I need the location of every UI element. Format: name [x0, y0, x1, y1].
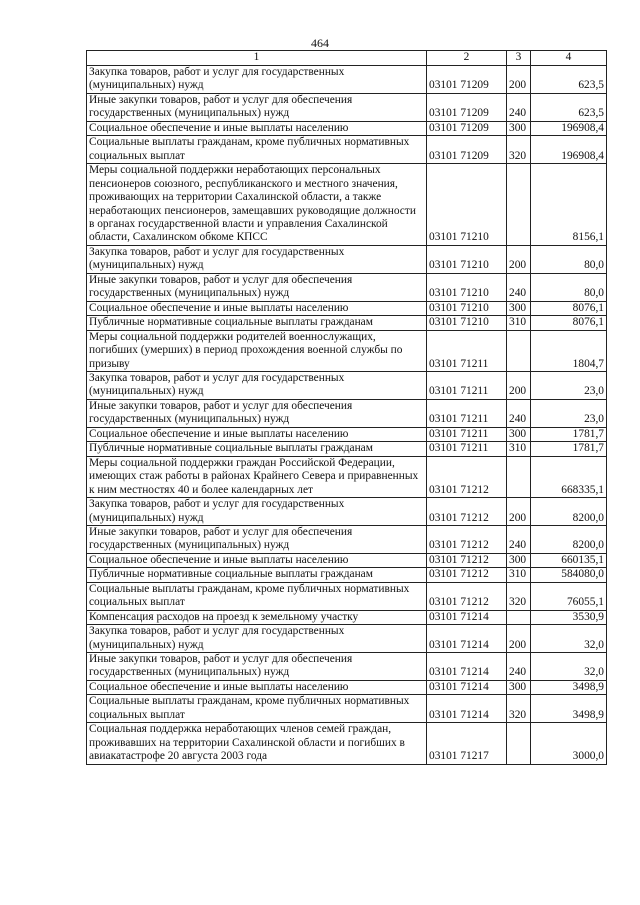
row-amount-cell: 1781,7 [531, 442, 607, 456]
table-row [87, 273, 607, 301]
row-amount-cell: 8076,1 [531, 316, 607, 330]
row-expense-type-cell: 200 [507, 371, 531, 399]
row-expense-type-cell: 320 [507, 695, 531, 723]
row-amount-cell: 8200,0 [531, 525, 607, 553]
row-name-cell: Меры социальной поддержки неработающих персональных пенсионеров союзного, республиканского и местного значения, проживающих на территории Сахалинской области, а также неработающих пенсионеров, замещавших руководящие должности в органах государственной власти и управления Сахалинской области, Сахалинском обкоме КПСС [87, 164, 427, 246]
table-row [87, 427, 607, 441]
table-row [87, 371, 607, 399]
row-expense-type-cell: 240 [507, 653, 531, 681]
row-name-cell: Иные закупки товаров, работ и услуг для обеспечения государственных (муниципальных) нужд [87, 525, 427, 553]
row-name-cell: Закупка товаров, работ и услуг для государственных (муниципальных) нужд [87, 245, 427, 273]
row-amount-cell: 8076,1 [531, 301, 607, 315]
row-code-cell: 03101 71209 [427, 136, 507, 164]
table-row [87, 245, 607, 273]
page-number: 464 [311, 36, 329, 50]
table-row [87, 625, 607, 653]
row-expense-type-cell: 240 [507, 399, 531, 427]
row-expense-type-cell: 300 [507, 680, 531, 694]
row-amount-cell: 76055,1 [531, 582, 607, 610]
table-row [87, 442, 607, 456]
row-amount-cell: 80,0 [531, 273, 607, 301]
table-row [87, 301, 607, 315]
row-code-cell: 03101 71214 [427, 610, 507, 624]
row-code-cell: 03101 71211 [427, 442, 507, 456]
row-amount-cell: 1804,7 [531, 330, 607, 371]
row-amount-cell: 3498,9 [531, 695, 607, 723]
row-amount-cell: 80,0 [531, 245, 607, 273]
table-row [87, 456, 607, 497]
row-amount-cell: 623,5 [531, 66, 607, 94]
table-row [87, 582, 607, 610]
row-amount-cell: 196908,4 [531, 121, 607, 135]
row-name-cell: Закупка товаров, работ и услуг для государственных (муниципальных) нужд [87, 66, 427, 94]
row-expense-type-cell [507, 610, 531, 624]
table-row [87, 610, 607, 624]
row-code-cell: 03101 71211 [427, 371, 507, 399]
row-expense-type-cell: 200 [507, 66, 531, 94]
row-amount-cell: 623,5 [531, 93, 607, 121]
table-row [87, 723, 607, 764]
row-name-cell: Закупка товаров, работ и услуг для государственных (муниципальных) нужд [87, 371, 427, 399]
row-code-cell: 03101 71211 [427, 399, 507, 427]
row-code-cell: 03101 71209 [427, 93, 507, 121]
table-row [87, 121, 607, 135]
row-expense-type-cell [507, 456, 531, 497]
row-amount-cell: 8200,0 [531, 498, 607, 526]
row-name-cell: Социальное обеспечение и иные выплаты населению [87, 680, 427, 694]
row-code-cell: 03101 71212 [427, 456, 507, 497]
row-expense-type-cell: 310 [507, 568, 531, 582]
row-name-cell: Иные закупки товаров, работ и услуг для обеспечения государственных (муниципальных) нужд [87, 93, 427, 121]
table-row [87, 399, 607, 427]
row-expense-type-cell: 300 [507, 553, 531, 567]
row-name-cell: Закупка товаров, работ и услуг для государственных (муниципальных) нужд [87, 498, 427, 526]
table-row [87, 568, 607, 582]
column-header: 2 [427, 51, 507, 66]
row-code-cell: 03101 71210 [427, 164, 507, 246]
row-code-cell: 03101 71210 [427, 245, 507, 273]
row-expense-type-cell [507, 723, 531, 764]
row-name-cell: Закупка товаров, работ и услуг для государственных (муниципальных) нужд [87, 625, 427, 653]
row-expense-type-cell: 240 [507, 93, 531, 121]
row-code-cell: 03101 71210 [427, 301, 507, 315]
table-row [87, 653, 607, 681]
row-name-cell: Публичные нормативные социальные выплаты гражданам [87, 442, 427, 456]
column-header: 1 [87, 51, 427, 66]
row-code-cell: 03101 71214 [427, 653, 507, 681]
row-code-cell: 03101 71212 [427, 568, 507, 582]
row-code-cell: 03101 71212 [427, 498, 507, 526]
row-name-cell: Социальные выплаты гражданам, кроме публичных нормативных социальных выплат [87, 695, 427, 723]
table-row [87, 66, 607, 94]
table-row [87, 316, 607, 330]
row-name-cell: Социальное обеспечение и иные выплаты населению [87, 427, 427, 441]
row-amount-cell: 23,0 [531, 371, 607, 399]
row-code-cell: 03101 71209 [427, 66, 507, 94]
row-expense-type-cell: 320 [507, 582, 531, 610]
row-expense-type-cell: 300 [507, 427, 531, 441]
row-name-cell: Иные закупки товаров, работ и услуг для обеспечения государственных (муниципальных) нужд [87, 399, 427, 427]
row-code-cell: 03101 71210 [427, 316, 507, 330]
row-name-cell: Иные закупки товаров, работ и услуг для обеспечения государственных (муниципальных) нужд [87, 273, 427, 301]
row-name-cell: Социальная поддержка неработающих членов семей граждан, проживавших на территории Сахалинской области и погибших в авиакатастрофе 20 августа 2003 года [87, 723, 427, 764]
row-expense-type-cell: 240 [507, 525, 531, 553]
row-amount-cell: 3530,9 [531, 610, 607, 624]
row-name-cell: Публичные нормативные социальные выплаты гражданам [87, 568, 427, 582]
row-amount-cell: 8156,1 [531, 164, 607, 246]
row-expense-type-cell [507, 330, 531, 371]
row-expense-type-cell: 300 [507, 121, 531, 135]
table-row [87, 164, 607, 246]
row-name-cell: Иные закупки товаров, работ и услуг для обеспечения государственных (муниципальных) нужд [87, 653, 427, 681]
row-amount-cell: 3498,9 [531, 680, 607, 694]
table-row [87, 498, 607, 526]
row-expense-type-cell: 300 [507, 301, 531, 315]
header-row [87, 51, 607, 66]
row-code-cell: 03101 71211 [427, 427, 507, 441]
row-name-cell: Меры социальной поддержки родителей военнослужащих, погибших (умерших) в период прохождения военной службы по призыву [87, 330, 427, 371]
row-code-cell: 03101 71214 [427, 625, 507, 653]
table-row [87, 136, 607, 164]
row-amount-cell: 196908,4 [531, 136, 607, 164]
row-amount-cell: 3000,0 [531, 723, 607, 764]
row-name-cell: Социальное обеспечение и иные выплаты населению [87, 553, 427, 567]
budget-table [86, 50, 607, 765]
row-code-cell: 03101 71211 [427, 330, 507, 371]
row-name-cell: Публичные нормативные социальные выплаты гражданам [87, 316, 427, 330]
row-name-cell: Социальное обеспечение и иные выплаты населению [87, 121, 427, 135]
row-expense-type-cell: 320 [507, 136, 531, 164]
row-code-cell: 03101 71214 [427, 695, 507, 723]
row-amount-cell: 32,0 [531, 625, 607, 653]
row-name-cell: Социальные выплаты гражданам, кроме публичных нормативных социальных выплат [87, 582, 427, 610]
row-expense-type-cell [507, 164, 531, 246]
row-expense-type-cell: 200 [507, 245, 531, 273]
row-expense-type-cell: 240 [507, 273, 531, 301]
budget-table-body [87, 51, 607, 765]
row-code-cell: 03101 71212 [427, 525, 507, 553]
table-row [87, 680, 607, 694]
table-row [87, 93, 607, 121]
table-row [87, 330, 607, 371]
row-code-cell: 03101 71209 [427, 121, 507, 135]
row-name-cell: Социальное обеспечение и иные выплаты населению [87, 301, 427, 315]
row-expense-type-cell: 310 [507, 316, 531, 330]
row-expense-type-cell: 200 [507, 625, 531, 653]
row-code-cell: 03101 71214 [427, 680, 507, 694]
row-name-cell: Социальные выплаты гражданам, кроме публичных нормативных социальных выплат [87, 136, 427, 164]
table-row [87, 695, 607, 723]
row-amount-cell: 23,0 [531, 399, 607, 427]
row-name-cell: Меры социальной поддержки граждан Российской Федерации, имеющих стаж работы в районах Крайнего Севера и приравненных к ним местностях 40 и более календарных лет [87, 456, 427, 497]
row-code-cell: 03101 71217 [427, 723, 507, 764]
table-row [87, 525, 607, 553]
column-header: 4 [531, 51, 607, 66]
row-code-cell: 03101 71212 [427, 582, 507, 610]
row-amount-cell: 660135,1 [531, 553, 607, 567]
row-amount-cell: 584080,0 [531, 568, 607, 582]
row-expense-type-cell: 200 [507, 498, 531, 526]
row-code-cell: 03101 71210 [427, 273, 507, 301]
row-code-cell: 03101 71212 [427, 553, 507, 567]
row-amount-cell: 1781,7 [531, 427, 607, 441]
table-row [87, 553, 607, 567]
row-expense-type-cell: 310 [507, 442, 531, 456]
row-name-cell: Компенсация расходов на проезд к земельному участку [87, 610, 427, 624]
row-amount-cell: 32,0 [531, 653, 607, 681]
row-amount-cell: 668335,1 [531, 456, 607, 497]
column-header: 3 [507, 51, 531, 66]
